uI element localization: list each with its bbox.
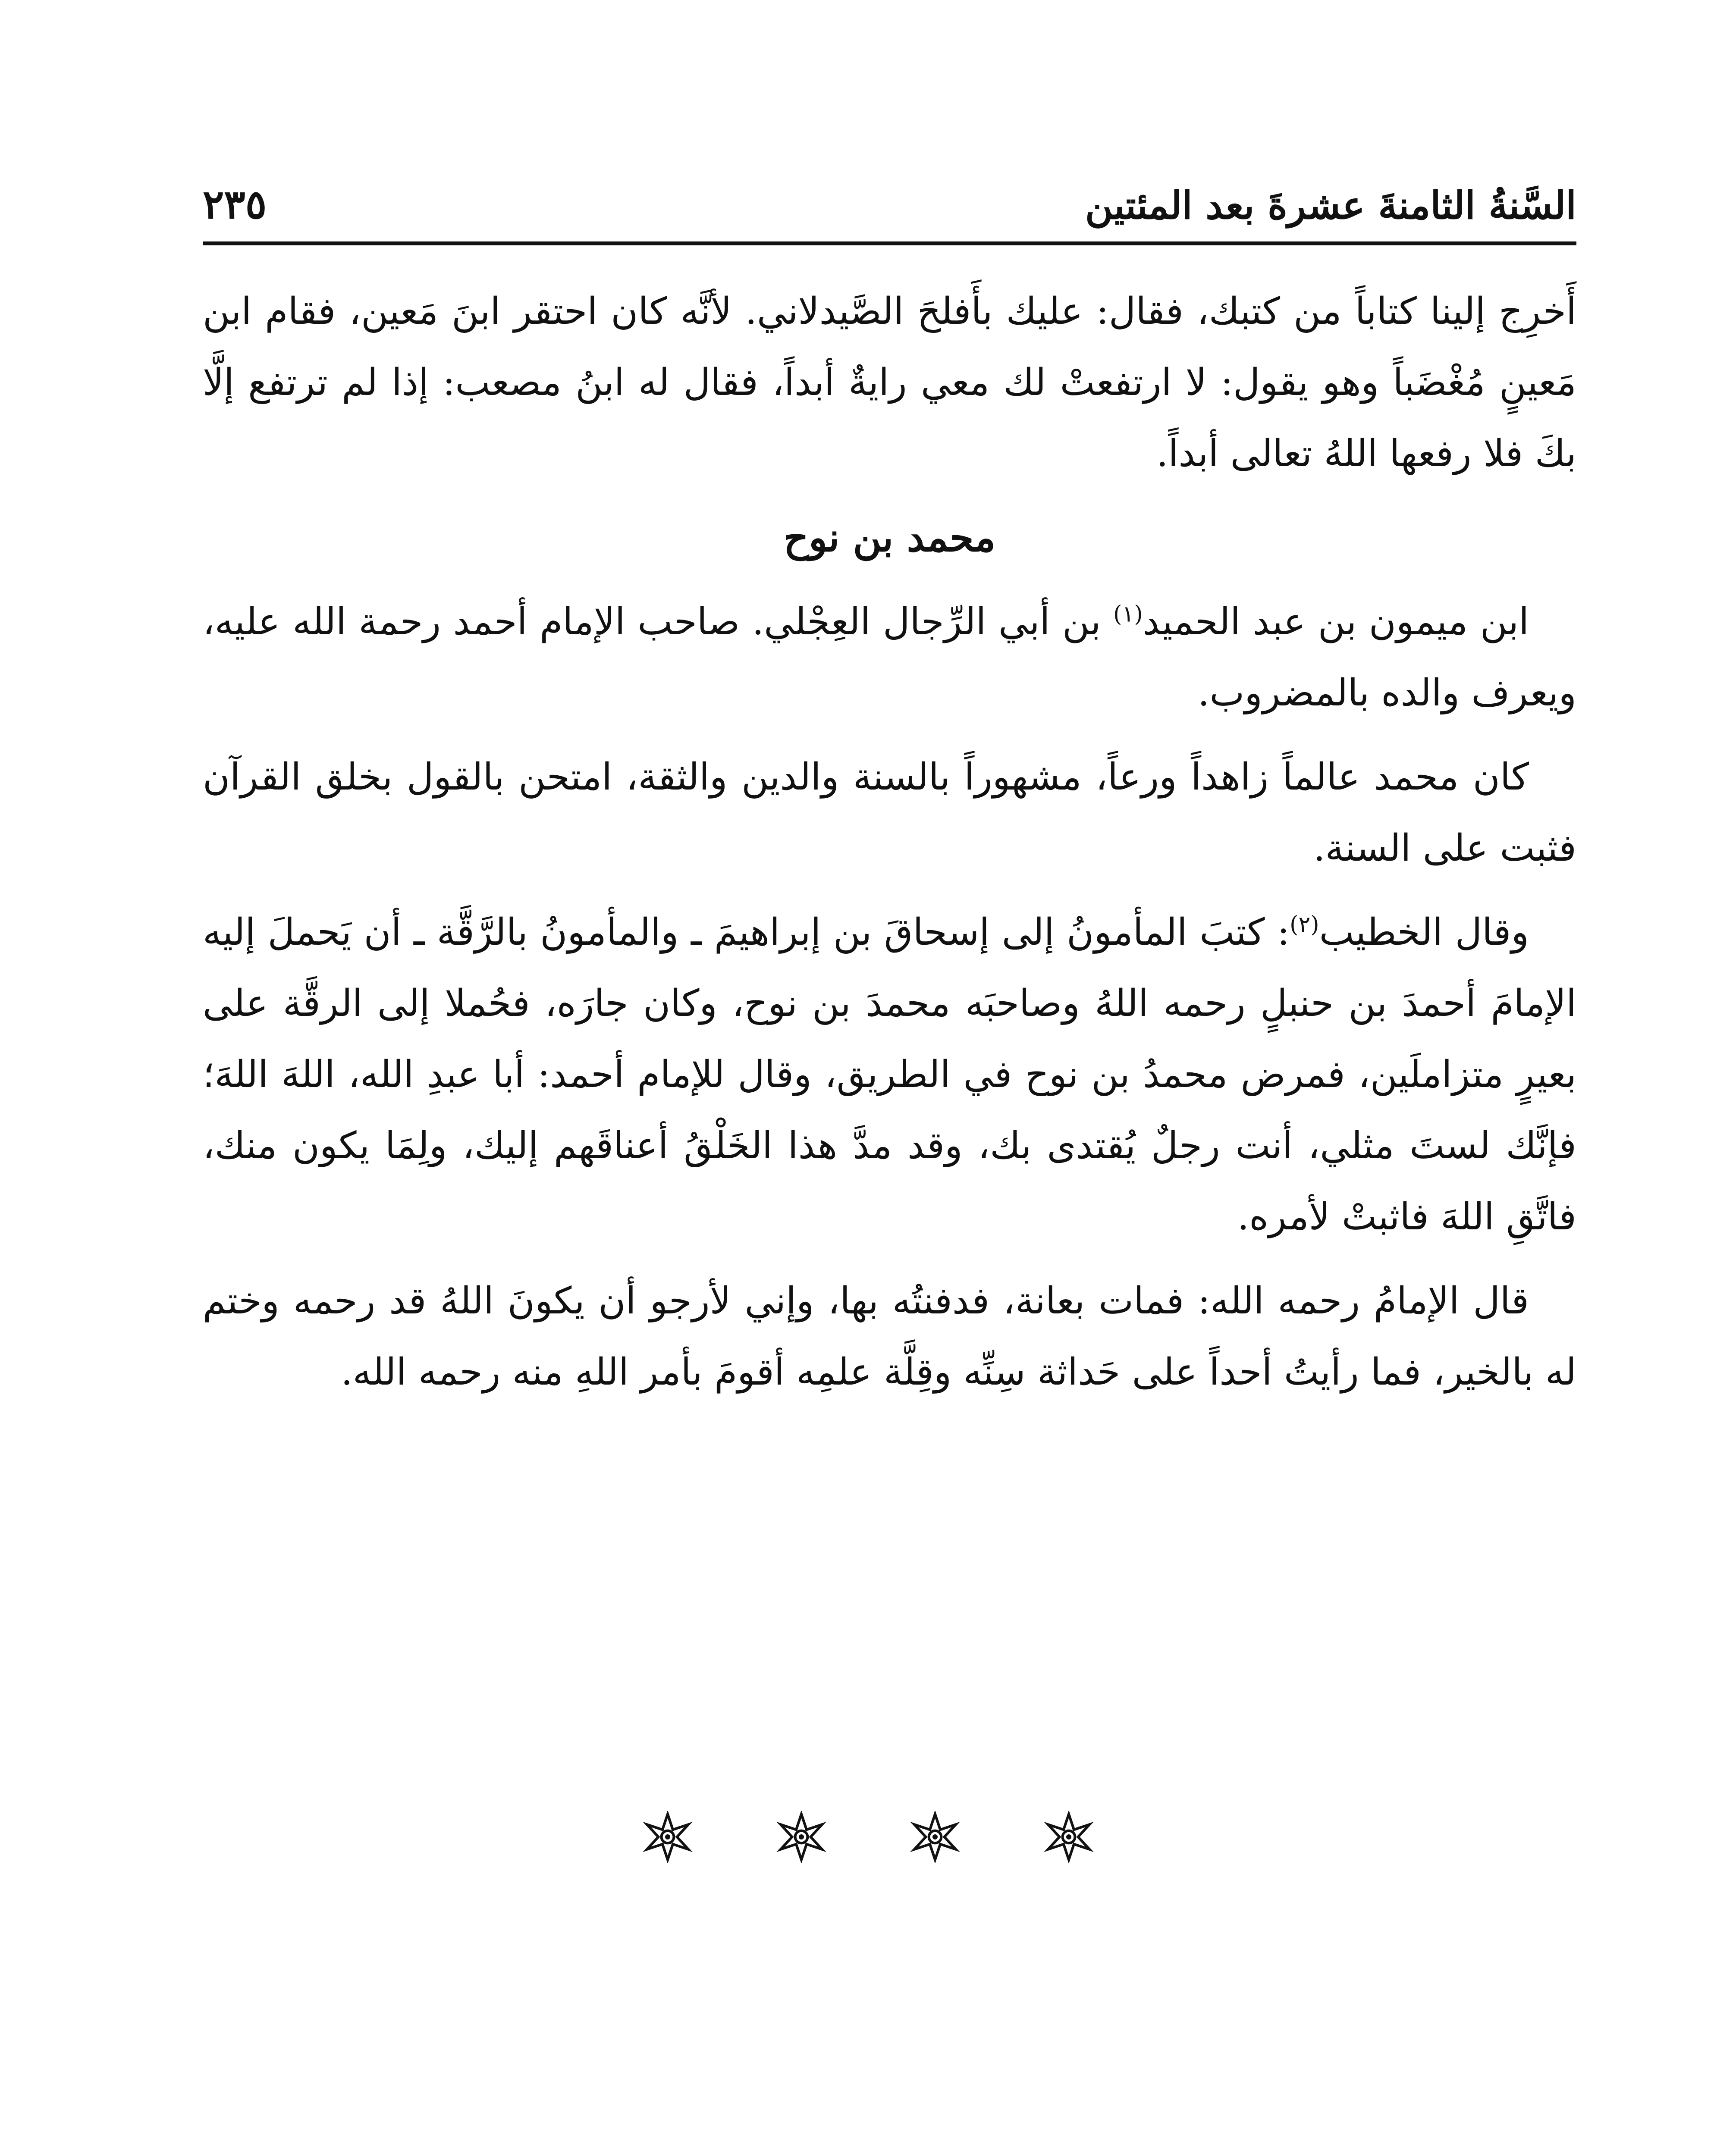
- paragraph-description: كان محمد عالماً زاهداً ورعاً، مشهوراً بالسنة والدين والثقة، امتحن بالقول بخلق القرآن فثبت على السنة.: [203, 755, 1576, 870]
- paragraph-imam: قال الإمامُ رحمه الله: فمات بعانة، فدفنتُه بها، وإني لأرجو أن يكونَ اللهُ قد رحمه وختم له بالخير، فما رأيتُ أحداً على حَداثة سِنِّه وقِلَّة علمِه أقومَ بأمر اللهِ منه رحمه الله.: [203, 1279, 1576, 1394]
- page-number: ٢٣٥: [203, 181, 267, 228]
- page-header: [203, 155, 1576, 228]
- paragraph-lineage-end: بن أبي الرِّجال العِجْلي. صاحب الإمام أحمد رحمة الله عليه، ويعرف والده بالمضروب.: [203, 600, 1576, 714]
- paragraph-khatib-end: : كتبَ المأمونُ إلى إسحاقَ بن إبراهيمَ ـ والمأمونُ بالرَّقَّة ـ أن يَحملَ إليه الإمامَ أحمدَ بن حنبلٍ رحمه اللهُ وصاحبَه محمدَ بن نوح، وكان جارَه، فحُملا إلى الرقَّة على بعيرٍ متزاملَين، فمرض محمدُ بن نوح في الطريق، وقال للإمام أحمد: أبا عبدِ الله، اللهَ اللهَ؛ فإنَّك لستَ مثلي، أنت رجلٌ يُقتدى بك، وقد مدَّ هذا الخَلْقُ أعناقَهم إليك، ولِمَا يكون منك، فاتَّقِ اللهَ فاثبتْ لأمره.: [203, 911, 1576, 1238]
- flower-ornament-icon: [1043, 1811, 1095, 1863]
- footnote-ref-2[interactable]: (٢): [1290, 912, 1319, 938]
- ornament-row: [0, 1811, 1736, 1863]
- flower-ornament-icon: [909, 1811, 961, 1863]
- paragraph-khatib-start: وقال الخطيب: [1319, 911, 1529, 954]
- paragraph-lineage: [203, 586, 1576, 729]
- flower-ornament-icon: [775, 1811, 827, 1863]
- section-title: محمد بن نوح: [783, 515, 996, 561]
- paragraph-khatib: [203, 897, 1576, 1253]
- paragraph-lineage-start: ابن ميمون بن عبد الحميد: [1143, 600, 1529, 643]
- main-text: [203, 276, 1576, 1421]
- header-rule: [203, 241, 1576, 245]
- running-title: السَّنةُ الثامنةَ عشرةَ بعد المئتين: [1085, 183, 1576, 228]
- paragraph-continuation: أَخرِج إلينا كتاباً من كتبك، فقال: عليك بأَفلحَ الصَّيدلاني. لأنَّه كان احتقر ابنَ مَعين، فقام ابن مَعينٍ مُغْضَباً وهو يقول: لا ارتفعتْ لك معي رايةٌ أبداً، فقال له ابنُ مصعب: إذا لم ترتفع إلَّا بكَ فلا رفعها اللهُ تعالى أبداً.: [203, 290, 1576, 475]
- flower-ornament-icon: [642, 1811, 694, 1863]
- footnote-ref-1[interactable]: (١): [1113, 601, 1143, 627]
